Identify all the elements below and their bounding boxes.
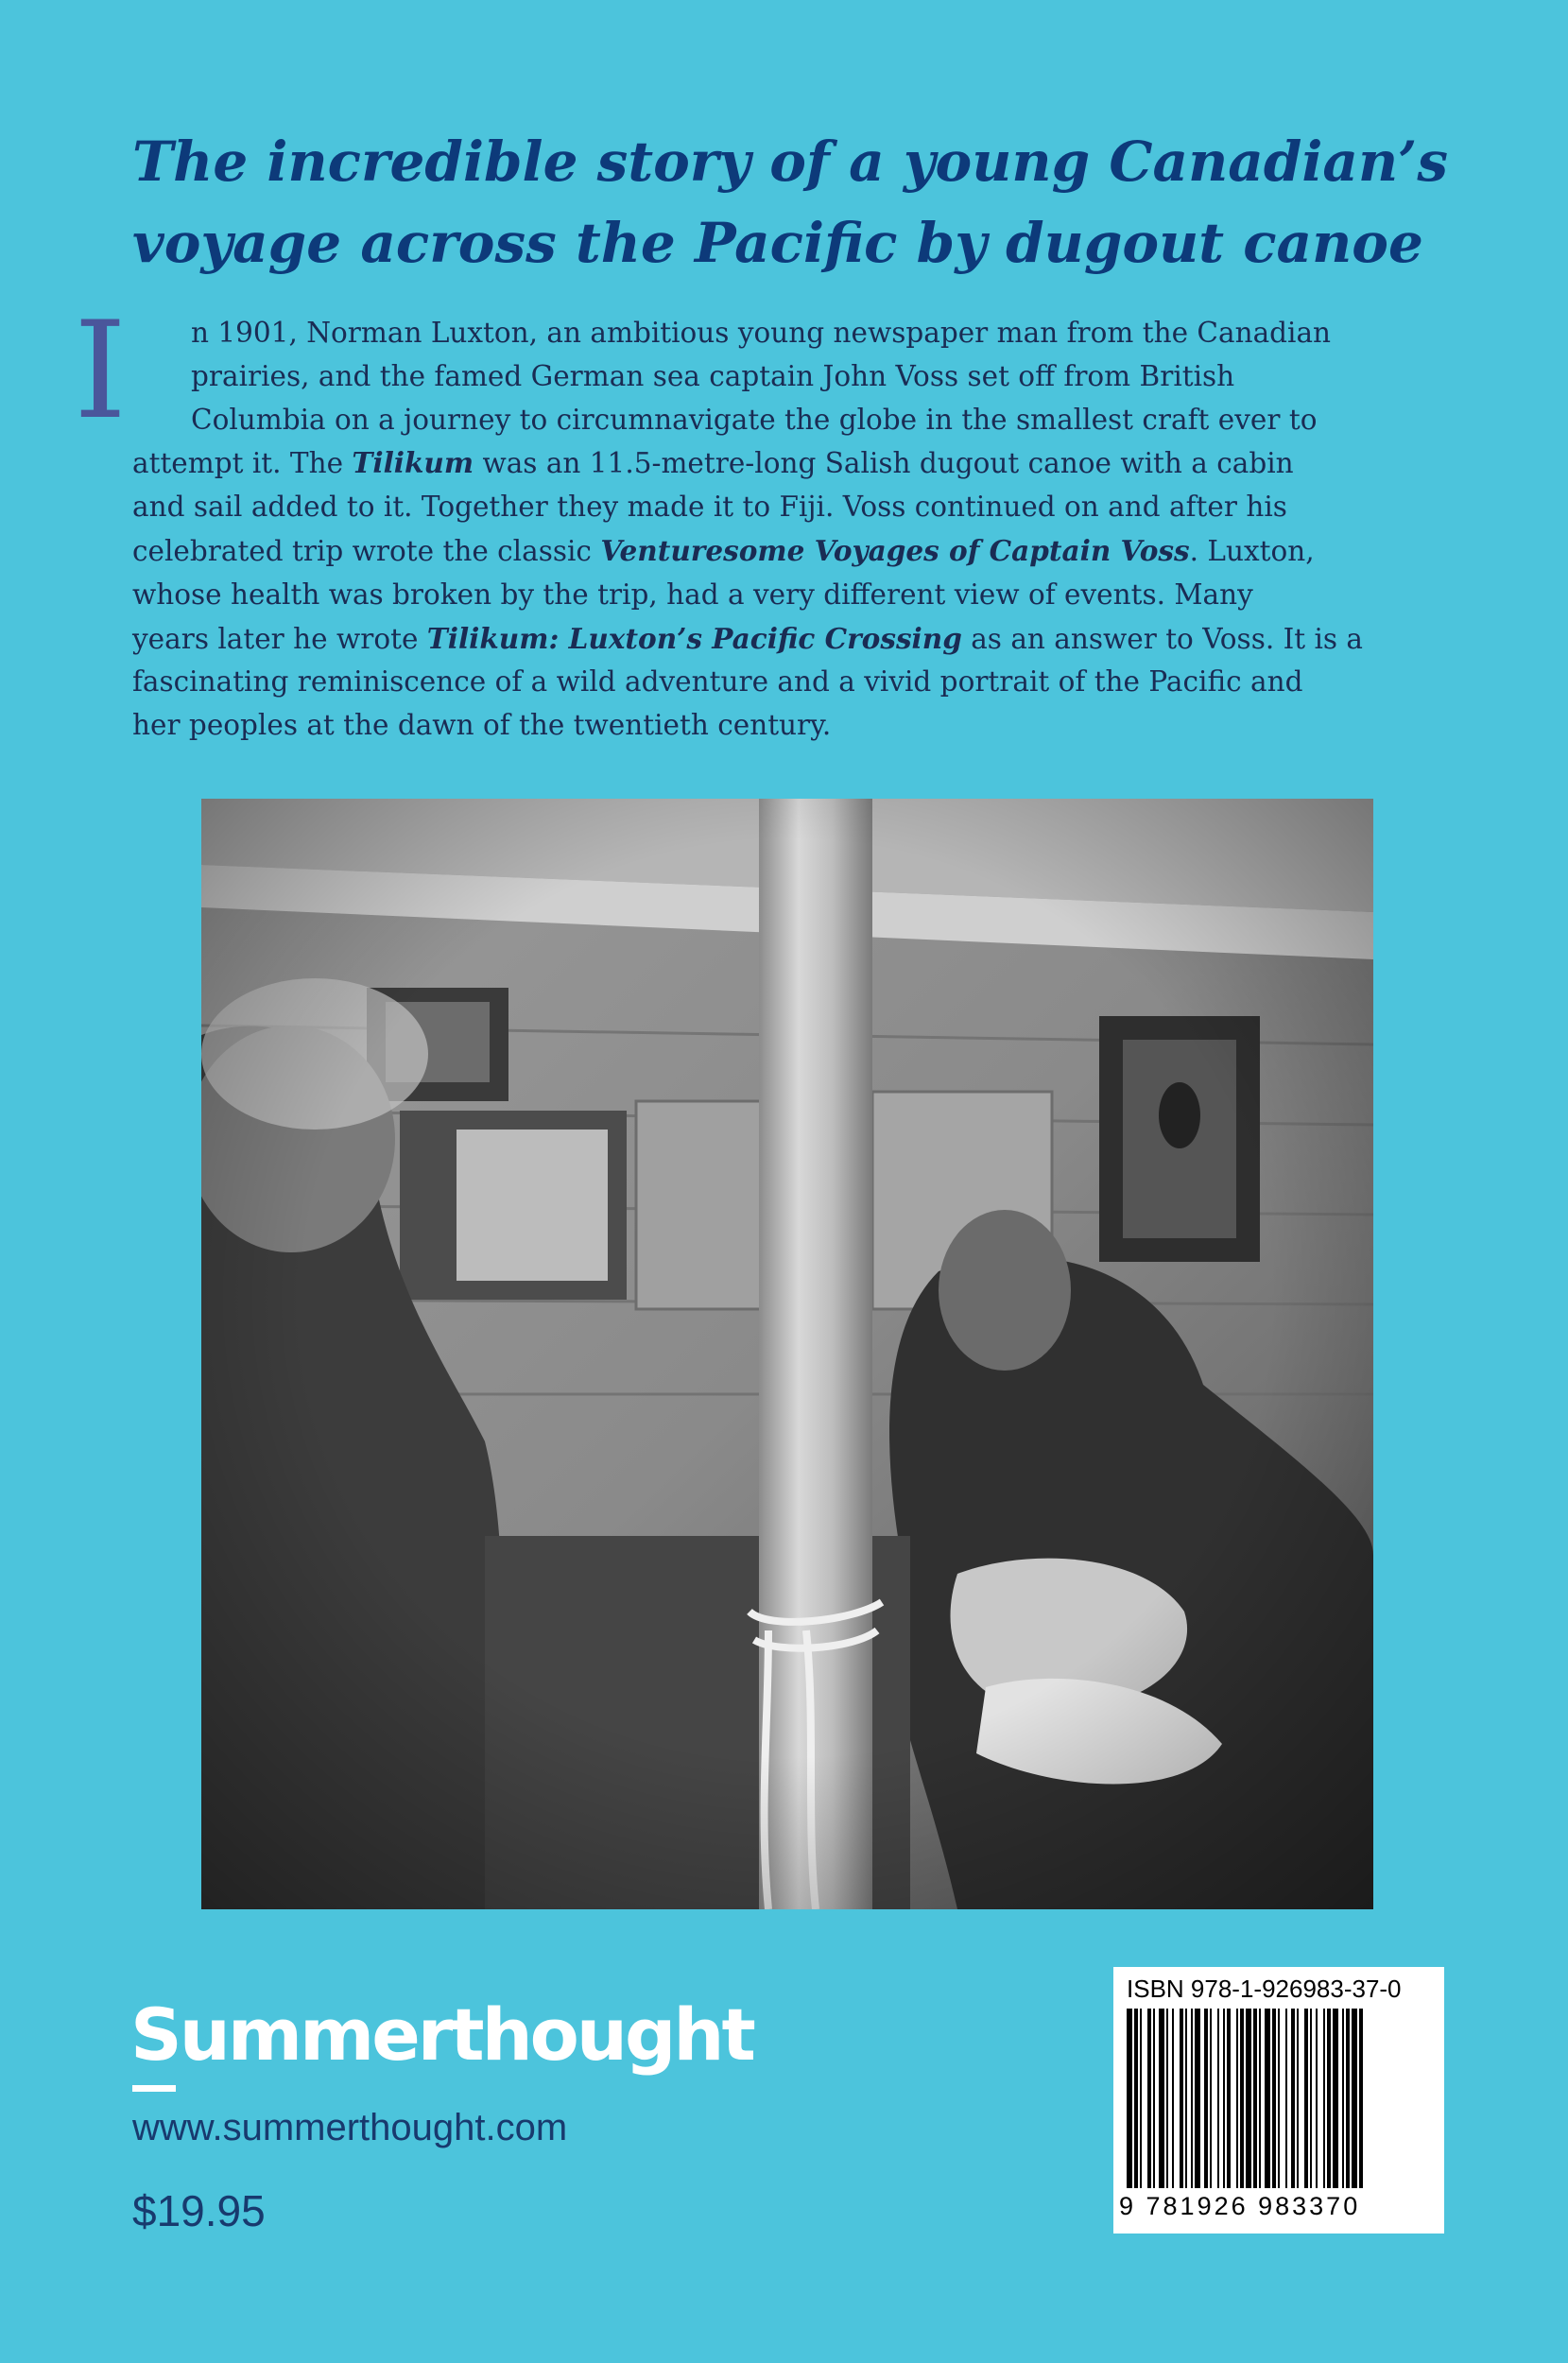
barcode-bar bbox=[1359, 2009, 1363, 2188]
isbn-digits: 9 781926 983370 bbox=[1119, 2192, 1361, 2220]
barcode-bar bbox=[1134, 2009, 1138, 2188]
barcode-bar bbox=[1191, 2009, 1193, 2188]
blurb bbox=[74, 293, 1456, 748]
blurb-text: years later he wrote bbox=[132, 622, 427, 655]
drop-cap: I bbox=[74, 293, 128, 449]
blurb-text: . Luxton, bbox=[1189, 534, 1315, 567]
barcode-bar bbox=[1236, 2009, 1238, 2188]
cabin-interior-photo-icon bbox=[201, 799, 1373, 1909]
blurb-text: as an answer to Voss. It is a bbox=[961, 622, 1364, 655]
barcode-bar bbox=[1291, 2009, 1295, 2188]
blurb-line: and sail added to it. Together they made it to Fiji. Voss continued on and after his bbox=[132, 491, 1287, 524]
blurb-line bbox=[132, 529, 1456, 574]
book-title-venturesome-voyages: Venturesome Voyages of Captain Voss bbox=[600, 533, 1190, 567]
isbn-barcode-box bbox=[1113, 1967, 1444, 2234]
blurb-line: prairies, and the famed German sea captain John Voss set off from British bbox=[191, 359, 1235, 392]
barcode-bar bbox=[1253, 2009, 1257, 2188]
blurb-line: n 1901, Norman Luxton, an ambitious young newspaper man from the Canadian bbox=[191, 317, 1332, 349]
price: $19.95 bbox=[132, 2186, 266, 2235]
isbn-label: ISBN 978-1-926983-37-0 bbox=[1127, 1975, 1402, 2003]
archival-photo bbox=[201, 799, 1373, 1909]
blurb-text: celebrated trip wrote the classic bbox=[132, 534, 601, 567]
barcode-bar bbox=[1227, 2009, 1231, 2188]
barcode-bar bbox=[1166, 2009, 1168, 2188]
logo-underline bbox=[132, 2085, 176, 2092]
barcode-bar bbox=[1285, 2009, 1287, 2188]
barcode-bar bbox=[1147, 2009, 1151, 2188]
barcode-bar bbox=[1265, 2009, 1270, 2188]
barcode-bar bbox=[1323, 2009, 1325, 2188]
publisher-logo: Summerthought bbox=[130, 1992, 753, 2077]
barcode-bar bbox=[1310, 2009, 1312, 2188]
barcode-bar bbox=[1304, 2009, 1308, 2188]
barcode-bar bbox=[1272, 2009, 1276, 2188]
barcode-bar bbox=[1327, 2009, 1331, 2188]
barcode-bar bbox=[1259, 2009, 1261, 2188]
publisher-url[interactable]: www.summerthought.com bbox=[132, 2107, 568, 2148]
blurb-line bbox=[132, 441, 1456, 486]
blurb-text: attempt it. The bbox=[132, 447, 353, 480]
barcode-bar bbox=[1333, 2009, 1338, 2188]
barcode-bar bbox=[1180, 2009, 1183, 2188]
barcode-bar bbox=[1127, 2009, 1132, 2188]
blurb-line: whose health was broken by the trip, had a very different view of events. Many bbox=[132, 578, 1253, 611]
barcode-bar bbox=[1316, 2009, 1318, 2188]
barcode-bar bbox=[1342, 2009, 1344, 2188]
barcode-bar bbox=[1246, 2009, 1251, 2188]
barcode-bar bbox=[1352, 2009, 1357, 2188]
blurb-line: Columbia on a journey to circumnavigate the globe in the smallest craft ever to bbox=[191, 403, 1318, 436]
barcode-bar bbox=[1204, 2009, 1208, 2188]
barcode-bar bbox=[1195, 2009, 1200, 2188]
barcode-bar bbox=[1217, 2009, 1219, 2188]
barcode-bar bbox=[1297, 2009, 1299, 2188]
barcode-bar bbox=[1172, 2009, 1174, 2188]
blurb-line bbox=[132, 617, 1456, 662]
barcode-bar bbox=[1185, 2009, 1187, 2188]
barcode-bar bbox=[1223, 2009, 1225, 2188]
barcode-bar bbox=[1346, 2009, 1350, 2188]
barcode-bar bbox=[1140, 2009, 1142, 2188]
barcode-bar bbox=[1153, 2009, 1155, 2188]
barcode-bar bbox=[1240, 2009, 1244, 2188]
blurb-text: was an 11.5-metre-long Salish dugout canoe with a cabin bbox=[474, 447, 1294, 480]
blurb-line: fascinating reminiscence of a wild adventure and a vivid portrait of the Pacific and bbox=[132, 665, 1303, 699]
blurb-line: her peoples at the dawn of the twentieth century. bbox=[132, 709, 832, 742]
barcode-bar bbox=[1278, 2009, 1280, 2188]
barcode-bar bbox=[1210, 2009, 1212, 2188]
barcode-bar bbox=[1159, 2009, 1164, 2188]
headline bbox=[132, 121, 1474, 284]
headline-line-2: voyage across the Pacific by dugout canoe bbox=[132, 211, 1423, 275]
book-title-tilikum-crossing: Tilikum: Luxton’s Pacific Crossing bbox=[426, 621, 962, 655]
headline-line-1: The incredible story of a young Canadian’s bbox=[132, 129, 1448, 194]
book-title-tilikum: Tilikum bbox=[352, 446, 474, 480]
barcode-icon bbox=[1127, 2009, 1431, 2188]
